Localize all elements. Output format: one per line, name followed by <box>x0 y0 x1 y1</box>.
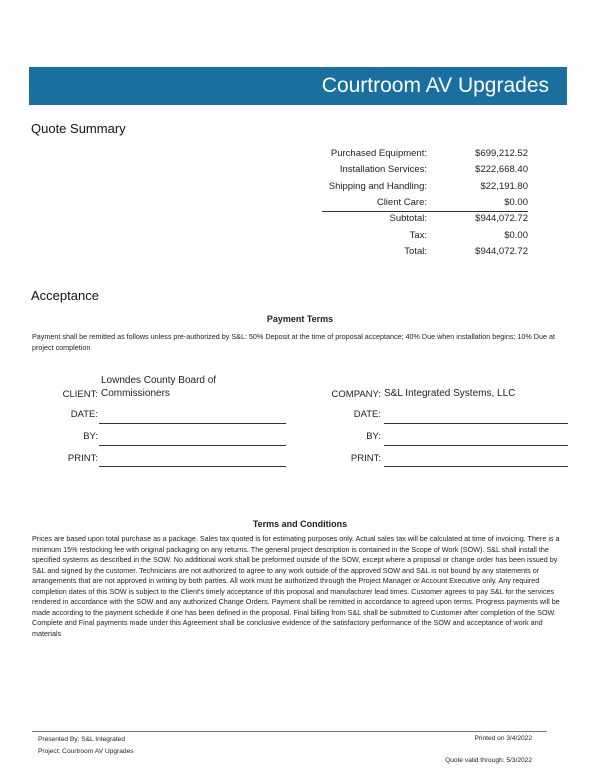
company-label: COMPANY: <box>331 389 381 400</box>
client-label: CLIENT: <box>62 389 98 400</box>
summary-row-installation <box>300 164 530 180</box>
summary-label: Client Care: <box>376 197 427 208</box>
summary-label: Installation Services: <box>339 164 427 175</box>
payment-terms-title: Payment Terms <box>266 314 334 324</box>
title-banner <box>29 67 567 105</box>
footer-project: Project: Courtroom AV Upgrades <box>38 748 134 755</box>
client-print-label: PRINT: <box>67 453 98 464</box>
payment-terms-text: Payment shall be remitted as follows unless pre-authorized by S&L: 50% Deposit at the time of proposal acceptance; 40% Due when installation begins; 10% Due at project completion <box>32 332 555 352</box>
summary-label: Shipping and Handling: <box>328 181 427 192</box>
summary-row-total <box>300 246 530 262</box>
client-date-label: DATE: <box>70 409 98 420</box>
summary-row-tax <box>300 230 530 246</box>
summary-label: Total: <box>404 246 427 257</box>
summary-value: $0.00 <box>504 197 528 208</box>
summary-value: $222,668.40 <box>475 164 528 175</box>
quote-summary-heading: Quote Summary <box>31 121 126 136</box>
summary-label: Subtotal: <box>389 213 427 224</box>
summary-label: Purchased Equipment: <box>330 148 427 159</box>
client-name-line2: Commissioners <box>101 388 170 399</box>
footer-divider <box>32 731 547 732</box>
company-signature-line[interactable] <box>384 445 568 446</box>
summary-value: $944,072.72 <box>475 246 528 257</box>
company-by-label: BY: <box>366 431 381 442</box>
terms-title: Terms and Conditions <box>252 519 348 529</box>
printed-on: Printed on 3/4/2022 <box>474 735 532 742</box>
client-signature-line[interactable] <box>99 445 286 446</box>
summary-row-equipment <box>300 148 530 164</box>
client-name-line1: Lowndes County Board of <box>101 375 217 386</box>
terms-text: Prices are based upon total purchase as a package. Sales tax quoted is for estimating purposes only. Actual sales tax will be calculated at time of invoicing. There is a minimum 15% restocking fee with original packaging on any returns. The general project description is contained in the Scope of Work (SOW). S&L shall install the specified systems as described in the SOW. No additional work shall be preformed outside of the SOW, except where a proposal or change order has been issued by S&L and signed by the customer. Technicians are not authorized to agree to any work outside of the approved SOW and S&L is not bound by any statements or arrangements that are not approved in writing by both parties. All work must be authorized through the Project Manager or Account Executive only. Any required completion dates of this SOW is subject to the Client's timely acceptance of this proposal and manufacturer lead times. Customer agrees to pay S&L for the services rendered in accordance with the SOW and any authorized Change Orders. Payment shall be remitted in accordance to agreed upon terms. Progress payments will be made according to the payment schedule if one has been defined in the proposal. Final billing from S&L shall be submitted to Customer after completion of the SOW. Complete and Final payments made under this Agreement shall be conclusive evidence of the satisfactory performance of the SOW and acceptance of work and materials <box>32 534 560 638</box>
acceptance-heading: Acceptance <box>31 288 99 303</box>
summary-row-subtotal <box>300 213 530 229</box>
summary-value: $0.00 <box>504 230 528 241</box>
client-print-line[interactable] <box>99 466 286 467</box>
summary-row-shipping <box>300 181 530 197</box>
client-by-label: BY: <box>83 431 98 442</box>
company-print-label: PRINT: <box>350 453 381 464</box>
company-date-label: DATE: <box>353 409 381 420</box>
quote-valid-through: Quote valid through: 5/3/2022 <box>445 757 532 764</box>
summary-value: $944,072.72 <box>475 213 528 224</box>
summary-value: $699,212.52 <box>475 148 528 159</box>
document-title: Courtroom AV Upgrades <box>321 74 549 97</box>
client-date-line[interactable] <box>99 423 286 424</box>
presented-by: Presented By: S&L Integrated <box>38 736 125 743</box>
company-print-line[interactable] <box>384 466 568 467</box>
summary-value: $22,191.80 <box>480 181 528 192</box>
company-name: S&L Integrated Systems, LLC <box>384 388 516 399</box>
summary-label: Tax: <box>409 230 427 241</box>
company-date-line[interactable] <box>384 423 568 424</box>
subtotal-divider <box>322 211 528 212</box>
